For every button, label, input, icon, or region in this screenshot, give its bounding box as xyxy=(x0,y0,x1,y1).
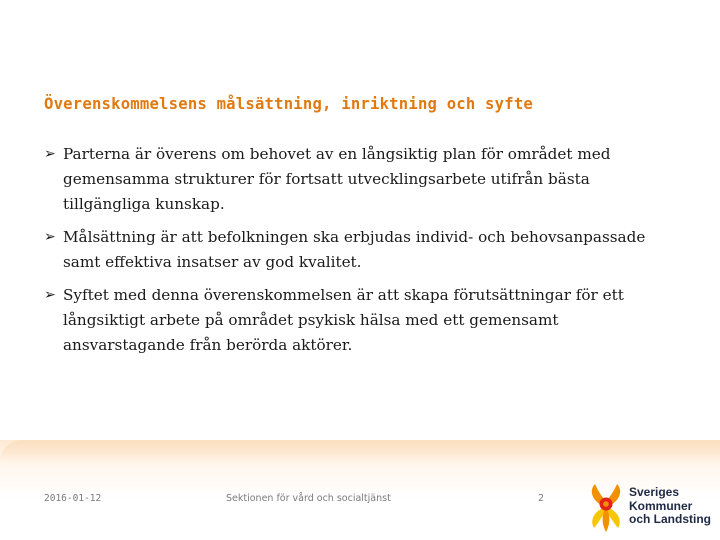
bullet-line: Syftet med denna överenskommelsen är att skapa förutsättningar för ett xyxy=(63,286,624,304)
logo-line: Sveriges xyxy=(629,485,680,499)
footer-date: 2016-01-12 xyxy=(44,493,102,504)
bullet-line: samt effektiva insatser av god kvalitet. xyxy=(63,253,362,271)
bullet-line: tillgängliga kunskap. xyxy=(63,195,225,213)
bullet-line: gemensamma strukturer för fortsatt utvecklingsarbete utifrån bästa xyxy=(63,170,590,188)
bullet-line: Parterna är överens om behovet av en långsiktig plan för området med xyxy=(63,145,611,163)
bullet-line: Målsättning är att befolkningen ska erbjudas individ- och behovsanpassade xyxy=(63,228,646,246)
arrow-bullet-icon: ➢ xyxy=(44,287,56,303)
logo-line: Kommuner xyxy=(629,498,693,513)
skl-flower-icon xyxy=(585,477,627,533)
bullet-list xyxy=(44,142,684,366)
logo-line: och Landsting xyxy=(629,512,711,526)
bullet-line: ansvarstagande från berörda aktörer. xyxy=(63,336,353,354)
skl-logo xyxy=(585,475,715,535)
bullet-item xyxy=(44,225,684,275)
page-number: 2 xyxy=(538,493,545,504)
footer-section: Sektionen för vård och socialtjänst xyxy=(226,493,391,504)
arrow-bullet-icon: ➢ xyxy=(44,146,56,162)
bullet-line: långsiktigt arbete på området psykisk hälsa med ett gemensamt xyxy=(63,311,559,329)
bullet-item xyxy=(44,283,684,358)
logo-text xyxy=(629,486,715,527)
arrow-bullet-icon: ➢ xyxy=(44,229,56,245)
slide-title: Överenskommelsens målsättning, inriktning och syfte xyxy=(44,95,533,113)
bullet-item xyxy=(44,142,684,217)
